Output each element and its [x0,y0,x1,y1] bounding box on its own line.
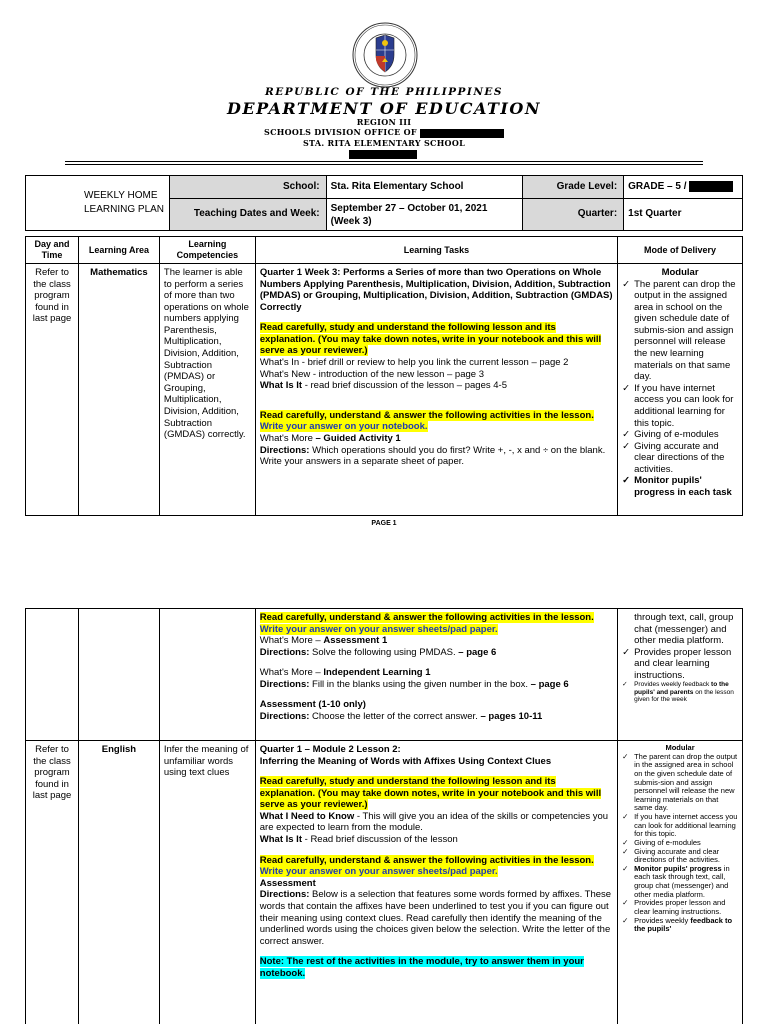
math-assessment-final-directions: Directions: Choose the letter of the correct answer. – pages 10-11 [259,711,543,723]
header-department: DEPARTMENT OF EDUCATION [227,99,541,118]
math-assessment-1: What's More – Assessment 1 [259,635,388,647]
english-mode-item: ✓ Provides weekly feedback to the pupils' [622,917,738,934]
english-what-is-it: What Is It - Read brief discussion of the lesson [259,834,458,846]
english-mode-item: ✓ If you have internet access you can look for additional learning for this topic. [622,813,738,839]
math-mode-item: ✓ Provides weekly feedback to the pupils' and parents on the lesson given for the week [622,681,738,703]
math-mode-title: Modular [661,267,699,278]
school-label: School: [169,176,326,199]
english-answer-instruction: Read carefully, understand & answer the following activities in the lesson. Write your answer on your answer sheets/pad paper. [259,854,594,878]
math-tasks [255,264,617,516]
english-directions: Directions: Below is a selection that features some words formed by affixes. These words that contain the affixes have been underlined to test you if you can figure out their meaning using context clues. Read carefully then identify the meaning of the underlined words using the choices given below the selection. Write the letter of the correct answer. [259,889,612,947]
quarter-value: 1st Quarter [624,199,743,231]
english-mode-item: ✓ Provides proper lesson and clear learning instructions. [622,899,738,916]
col-mode-header: Mode of Delivery [618,237,743,264]
english-day: Refer to the class program found in last page [26,741,79,1024]
math-task-title: Quarter 1 Week 3: Performs a Series of more than two Operations on Whole Numbers Applying Parenthesis, Multiplication, Division, Addition, Subtraction (PMDAS) or Grouping, Multiplication, Division, Addition, Subtraction (GMDAS) Correctly [259,267,613,313]
header-division-line [0,128,768,138]
math-answer-instruction: Read carefully, understand & answer the following activities in the lesson. Write your answer on your notebook. [259,409,594,433]
math-mode-item: ✓ Giving of e-modules [622,429,738,441]
math-mode-cont-text: through text, call, group chat (messenger) and other media platform. [634,612,734,647]
deped-seal-logo [352,22,418,88]
math-area: Mathematics [78,264,159,516]
english-mode-title: Modular [665,743,695,752]
plan-title: WEEKLY HOME LEARNING PLAN [26,176,170,231]
header-division: SCHOOLS DIVISION OFFICE OF [264,127,417,137]
grade-value: GRADE – 5 / [628,180,687,192]
math-mode-continued [618,609,743,741]
math-assessment: Assessment (1-10 only) [259,699,366,711]
redaction-bar [689,181,733,192]
redaction-bar [420,129,504,138]
plan-table-page1 [25,236,743,516]
math-tasks-continued [255,609,617,741]
math-directions: Directions: Which operations should you do first? Write +, -, x and ÷ on the blank. Write your answers in a separate sheet of paper. [259,444,606,468]
math-independent-directions: Directions: Fill in the blanks using the given number in the box. – page 6 [259,678,569,690]
english-note: Note: The rest of the activities in the module, try to answer them in your notebook. [259,956,584,979]
header-region: REGION III [356,117,412,127]
english-mode-item: ✓ Giving of e-modules [622,839,738,848]
math-competencies: The learner is able to perform a series of more than two operations on whole numbers applying Parenthesis, Multiplication, Division, Addition, Subtraction (PMDAS) or Grouping, Multiplication, Division, Addition, Subtraction (GMDAS) correctly. [159,264,255,516]
plan-table-page2 [25,608,743,1024]
english-mode-item: ✓ Giving accurate and clear directions of the activities. [622,848,738,865]
dates-label: Teaching Dates and Week: [169,199,326,231]
english-mode [618,741,743,1024]
quarter-label: Quarter: [523,199,624,231]
math-day: Refer to the class program found in last page [26,264,79,516]
header-divider [65,164,703,165]
math-whats-in: What's In - brief drill or review to help you link the current lesson – page 2 [259,357,569,369]
english-mode-item: ✓ Monitor pupils' progress in each task through text, call, group chat (messenger) and other media platform. [622,865,738,900]
english-need-to-know: What I Need to Know - This will give you an idea of the skills or competencies you are expected to learn from the module. [259,810,609,834]
math-independent-learning: What's More – Independent Learning 1 [259,667,431,679]
math-read-instruction: Read carefully, study and understand the following lesson and its explanation. (You may take down notes, write in your notebook and this will serve as your reviewer.) [259,322,602,357]
english-area: English [78,741,159,1024]
english-read-instruction: Read carefully, study and understand the following lesson and its explanation. (You may take down notes, write in your notebook and this will serve as your reviewer.) [259,776,602,811]
math-mode [618,264,743,516]
header-divider [65,161,703,162]
math-what-is-it: What Is It - read brief discussion of the lesson – pages 4-5 [259,380,507,392]
math-assessment-directions: Directions: Solve the following using PMDAS. – page 6 [259,646,497,658]
header-republic: REPUBLIC OF THE PHILIPPINES [264,86,504,98]
math-whats-more: What's More – Guided Activity 1 [259,432,401,444]
english-tasks [255,741,617,1024]
english-mode-item: ✓ The parent can drop the output in the assigned area in school on the given schedule date of submis-sion and assign personnel will release the new learning materials on that same day. [622,753,738,813]
col-tasks-header: Learning Tasks [255,237,617,264]
dates-value: September 27 – October 01, 2021 (Week 3) [326,199,523,231]
math-whats-new: What's New - introduction of the new lesson – page 3 [259,368,484,380]
math-mode-item: ✓ Monitor pupils' progress in each task [622,475,738,498]
col-day-header: Day and Time [26,237,79,264]
info-table [25,175,743,231]
math-mode-item: ✓ The parent can drop the output in the assigned area in school on the given schedule date of submis-sion and assign personnel will release the new learning materials on that same day. [622,279,738,383]
grade-cell [624,176,743,199]
english-lesson-title: Inferring the Meaning of Words with Affixes Using Context Clues [259,755,552,767]
redaction-bar [349,150,417,159]
math-answer-instruction: Read carefully, understand & answer the following activities in the lesson. Write your answer on your answer sheets/pad paper. [259,612,594,635]
english-competencies: Infer the meaning of unfamiliar words using text clues [159,741,255,1024]
math-mode-item: ✓ Giving accurate and clear directions of the activities. [622,441,738,476]
col-area-header: Learning Area [78,237,159,264]
math-mode-item: ✓ Provides proper lesson and clear learning instructions. [622,647,738,682]
col-competencies-header: Learning Competencies [159,237,255,264]
english-module-title: Quarter 1 – Module 2 Lesson 2: [259,744,401,755]
grade-label: Grade Level: [523,176,624,199]
page-number: PAGE 1 [371,520,397,527]
math-mode-item: ✓ If you have internet access you can look for additional learning for this topic. [622,383,738,429]
english-assessment: Assessment [259,877,316,889]
school-value: Sta. Rita Elementary School [326,176,523,199]
header-school: STA. RITA ELEMENTARY SCHOOL [302,138,466,148]
